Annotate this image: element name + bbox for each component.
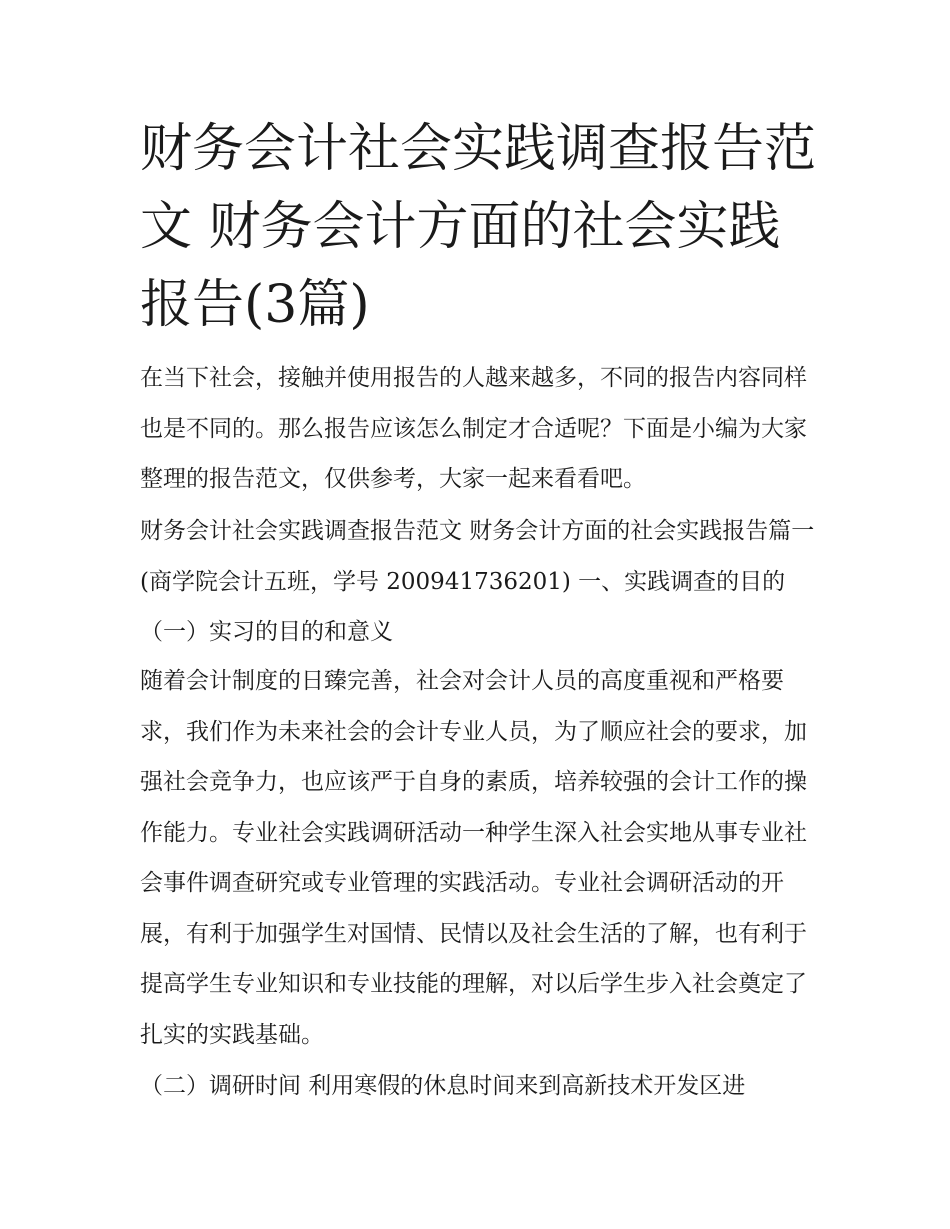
body-paragraph: 随着会计制度的日臻完善，社会对会计人员的高度重视和严格要求，我们作为未来社会的会计专业人员，为了顺应社会的要求，加强社会竞争力，也应该严于自身的素质，培养较强的会计工作的操作能力。专业社会实践调研活动一种学生深入社会实地从事专业社会事件调查研究或专业管理的实践活动。专业社会调研活动的开展，有利于加强学生对国情、民情以及社会生活的了解，也有利于提高学生专业知识和专业技能的理解，对以后学生步入社会奠定了扎实的实践基础。	[140, 668, 807, 1048]
section-heading-paragraph: 财务会计社会实践调查报告范文 财务会计方面的社会实践报告篇一 (商学院会计五班，学号 200941736201) 一、实践调查的目的 （一）实习的目的和意义	[140, 518, 815, 645]
research-time-paragraph: （二）调研时间 利用寒假的休息时间来到高新技术开发区进	[140, 1073, 746, 1099]
document-title: 财务会计社会实践调查报告范文 财务会计方面的社会实践报告(3篇)	[140, 119, 817, 335]
intro-paragraph: 在当下社会，接触并使用报告的人越来越多，不同的报告内容同样也是不同的。那么报告应该怎么制定才合适呢？下面是小编为大家整理的报告范文，仅供参考，大家一起来看看吧。	[140, 365, 807, 492]
